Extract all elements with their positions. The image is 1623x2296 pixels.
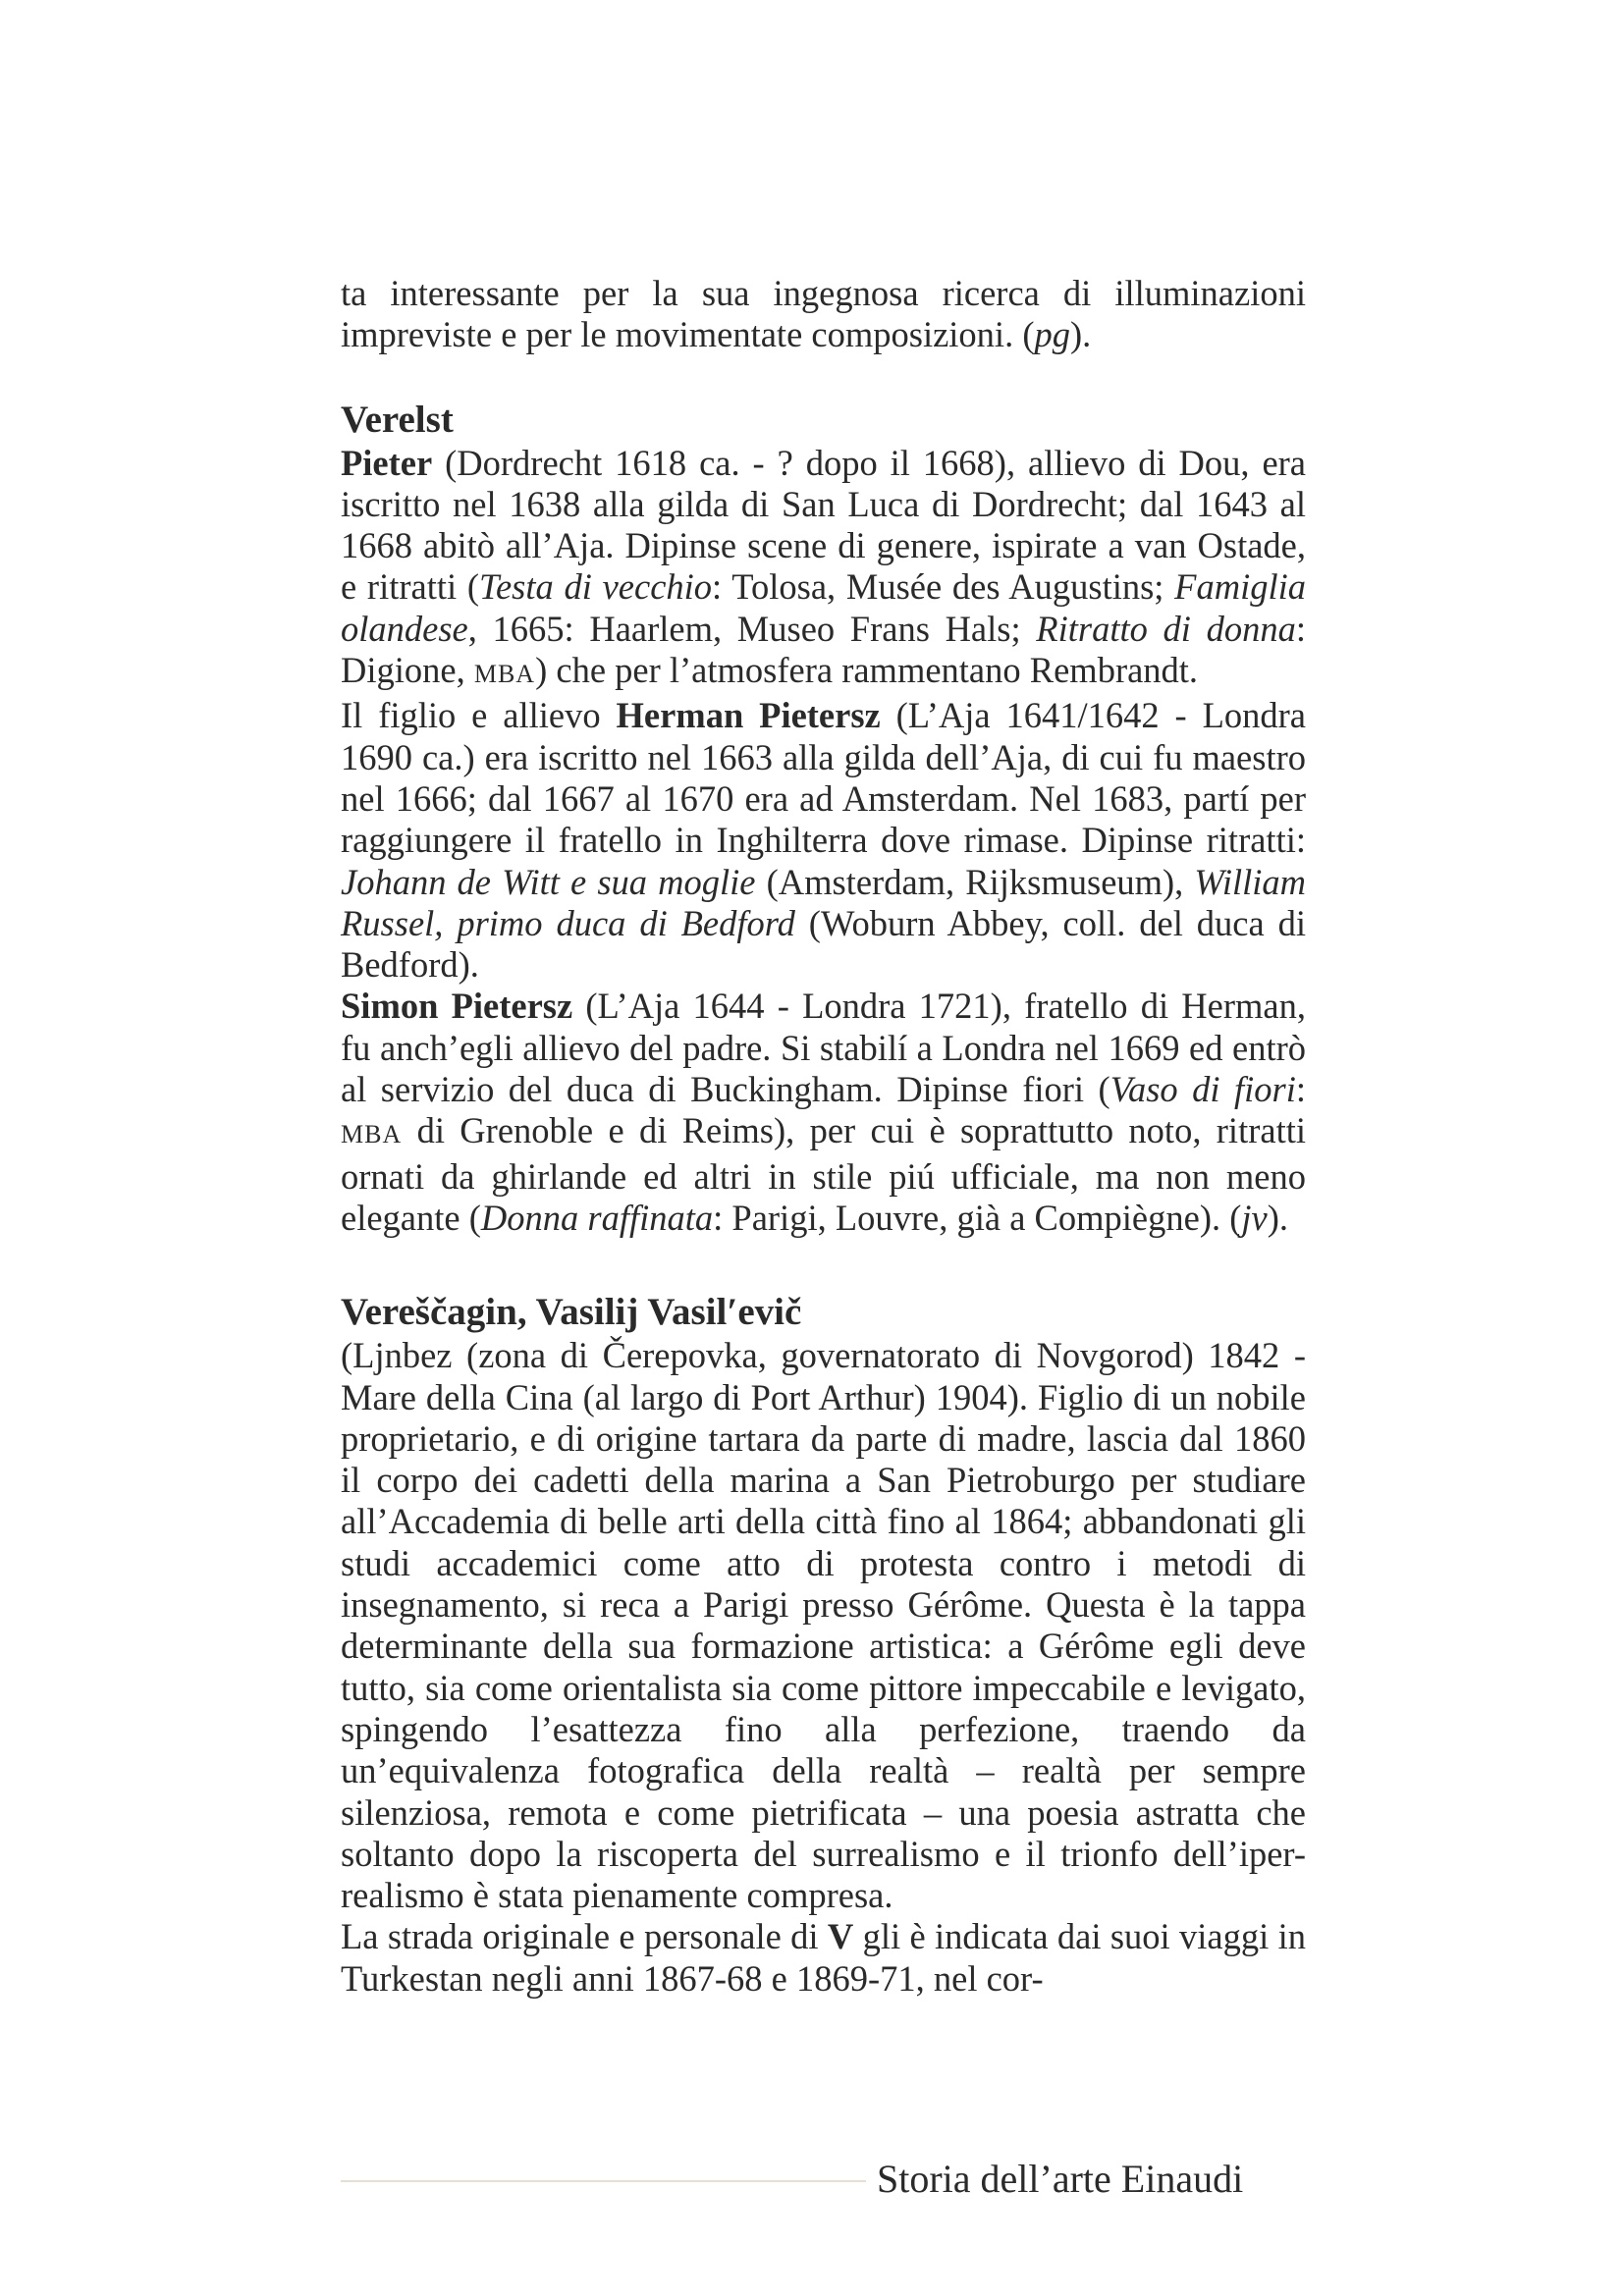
text: La strada originale e personale di: [341, 1916, 828, 1957]
text: (Amsterdam, Rijksmuseum),: [755, 861, 1195, 902]
text: , 1665: Haarlem, Museo Frans Hals;: [467, 608, 1037, 649]
intro-paragraph: [341, 273, 1306, 356]
footer-rule: [341, 2180, 866, 2182]
page-content: [341, 273, 1306, 2000]
text: : Parigi, Louvre, già a Compiègne). (: [713, 1197, 1242, 1238]
abbrev-v: V: [827, 1916, 854, 1957]
artwork-title: Johann de Witt e sua moglie: [341, 861, 756, 902]
intro-text: ta interessante per la sua ingegnosa ricerca di illuminazioni impreviste e per le movimentate composizioni. (: [341, 273, 1306, 355]
artwork-title: Vaso di fiori: [1109, 1069, 1296, 1110]
text: ).: [1267, 1197, 1288, 1238]
paragraph-herman: [341, 695, 1306, 986]
artwork-title: William Russel, primo duca di Bedford: [341, 861, 1306, 943]
author-initials: jv: [1241, 1197, 1268, 1238]
entry-heading-verelst: Verelst: [341, 398, 454, 441]
text: di Grenoble e di Reims), per cui è soprattutto noto, ritratti ornati da ghirlande ed altri in stile piú ufficiale, ma non meno elegante (: [341, 1110, 1306, 1238]
entry-heading-vereshchagin: Vereščagin, Vasilij Vasil′evič: [341, 1291, 802, 1334]
name-simon: Simon Pietersz: [341, 986, 573, 1027]
intro-end: ).: [1069, 314, 1092, 355]
paragraph-vereshchagin-1: (Ljnbez (zona di Čerepovka, governatorato di Novgorod) 1842 - Mare della Cina (al largo di Port Arthur) 1904). Figlio di un nobile proprietario, e di origine tartara da parte di madre, lascia dal 1860 il corpo dei cadetti della marina a San Pietroburgo per studiare all’Accademia di belle arti della città fino al 1864; abbandonati gli studi accademici come atto di protesta contro i metodi di insegnamento, si reca a Parigi presso Gérôme. Questa è la tappa determinante della sua formazione artistica: a Gérôme egli deve tutto, sia come orientalista sia come pittore impeccabile e levigato, spingendo l’esattezza fino alla perfezione, traendo da un’equivalenza fotografica della realtà – realtà per sempre silenziosa, remota e come pietrificata – una poesia astratta che soltanto dopo la riscoperta del surrealismo e il trionfo dell’iper-realismo è stata pienamente compresa.: [341, 1335, 1306, 1916]
name-pieter: Pieter: [341, 442, 433, 483]
text: (Dordrecht 1618 ca. - ? dopo il 1668), allievo di Dou, era iscritto nel 1638 alla gilda di San Luca di Dordrecht; dal 1643 al 1668 abitò all’Aja. Dipinse scene di genere, ispirate a van Ostade, e ritratti (: [341, 442, 1306, 608]
artwork-title: Testa di vecchio: [479, 566, 713, 608]
artwork-title: Ritratto di donna: [1036, 608, 1296, 649]
text: (L’Aja 1641/1642 - Londra 1690 ca.) era iscritto nel 1663 alla gilda dell’Aja, di cui fu maestro nel 1666; dal 1667 al 1670 era ad Amsterdam. Nel 1683, partí per raggiungere il fratello in Inghilterra dove rimase. Dipinse ritratti:: [341, 695, 1306, 861]
author-initials: pg: [1034, 314, 1070, 355]
name-herman: Herman Pietersz: [616, 695, 881, 736]
text: :: [1295, 1069, 1306, 1110]
text: : Tolosa, Musée des Augustins;: [712, 566, 1175, 608]
paragraph-vereshchagin-2: [341, 1916, 1306, 2000]
artwork-title: Famiglia olandese: [341, 566, 1306, 649]
paragraph-simon: [341, 986, 1306, 1239]
text: (Woburn Abbey, coll. del duca di Bedford).: [341, 902, 1306, 986]
artwork-title: Donna raffinata: [480, 1197, 714, 1238]
text: (L’Aja 1644 - Londra 1721), fratello di Herman, fu anch’egli allievo del padre. Si stabilí a Londra nel 1669 ed entrò al servizio del duca di Buckingham. Dipinse fiori (: [341, 986, 1306, 1110]
text: gli è indicata dai suoi viaggi in Turkestan negli anni 1867-68 e 1869-71, nel cor-: [341, 1916, 1306, 1999]
footer-publisher: Storia dell’arte Einaudi: [877, 2157, 1244, 2201]
text: : Digione,: [341, 608, 1306, 691]
paragraph-pieter: [341, 443, 1306, 696]
text: ) che per l’atmosfera rammentano Rembrandt.: [535, 650, 1199, 691]
museum-abbreviation: MBA: [473, 660, 536, 689]
museum-abbreviation: MBA: [341, 1120, 403, 1149]
text: Il figlio e allievo: [341, 695, 617, 736]
